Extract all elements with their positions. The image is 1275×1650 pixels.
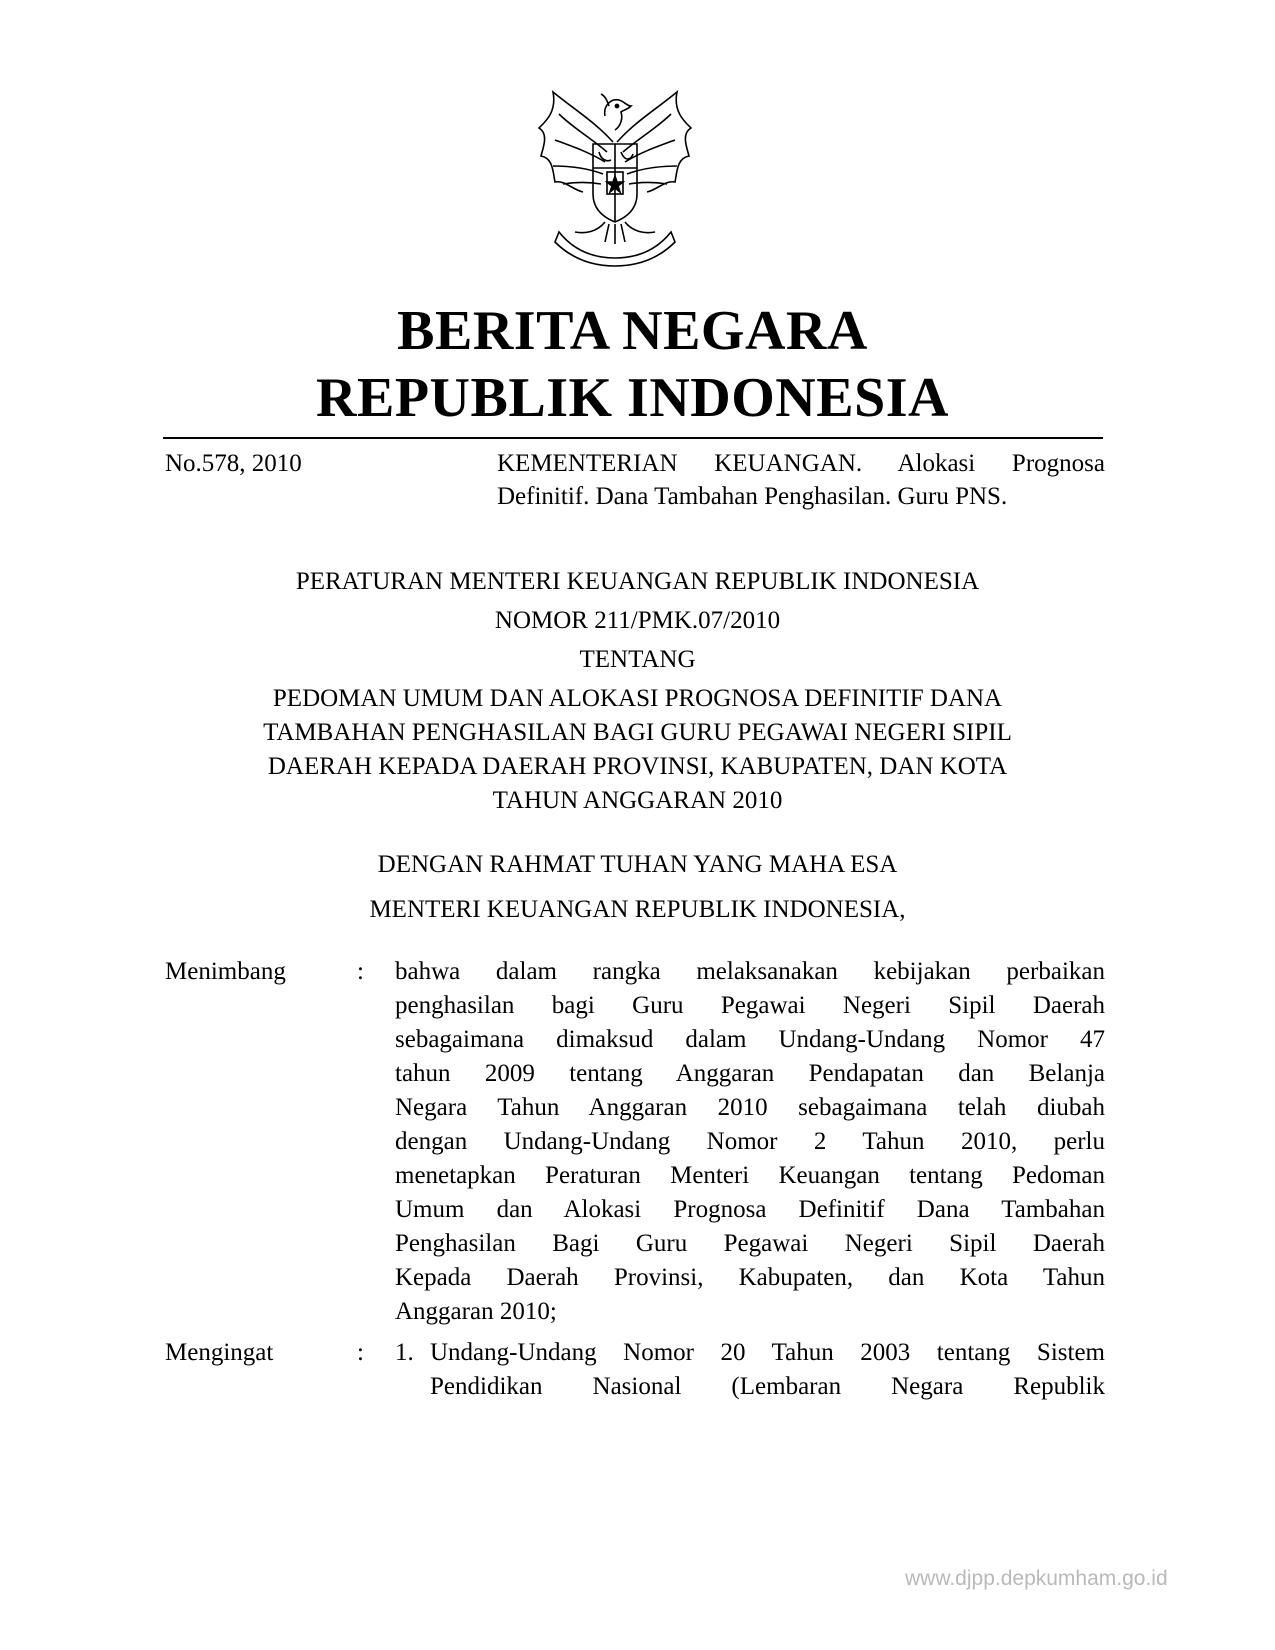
menimbang-text [395,955,1105,1329]
menimbang-line: Umum dan Alokasi Prognosa Definitif Dana Tambahan [395,1196,1105,1223]
regulation-subject-line: DAERAH KEPADA DAERAH PROVINSI, KABUPATEN, DAN KOTA [267,753,1008,780]
regulation-title: PERATURAN MENTERI KEUANGAN REPUBLIK INDONESIA [295,568,980,595]
garuda-pancasila-emblem-icon [535,82,695,272]
menimbang-line: dengan Undang-Undang Nomor 2 Tahun 2010, perlu [395,1128,1105,1155]
regulation-subject-line: TAMBAHAN PENGHASILAN BAGI GURU PEGAWAI NEGERI SIPIL [263,719,1012,746]
masthead-title-line1: BERITA NEGARA [397,300,868,362]
regulation-subject [160,682,1115,818]
menimbang-line: Penghasilan Bagi Guru Pegawai Negeri Sipil Daerah [395,1230,1105,1257]
watermark-url: www.djpp.depkumham.go.id [905,1567,1168,1590]
menimbang-line: bahwa dalam rangka melaksanakan kebijakan perbaikan [395,958,1105,985]
masthead-title-line2: REPUBLIK INDONESIA [316,367,949,429]
mengingat-item-text [430,1336,1105,1404]
preamble: DENGAN RAHMAT TUHAN YANG MAHA ESA [377,851,898,878]
regulation-number: NOMOR 211/PMK.07/2010 [494,607,781,634]
menimbang-line: menetapkan Peraturan Menteri Keuangan tentang Pedoman [395,1162,1105,1189]
menimbang-line: penghasilan bagi Guru Pegawai Negeri Sipil Daerah [395,992,1105,1019]
mengingat-item-number: 1. [395,1339,414,1366]
menimbang-line: Anggaran 2010; [395,1298,557,1325]
issue-summary: KEMENTERIAN KEUANGAN. Alokasi Prognosa Definitif. Dana Tambahan Penghasilan. Guru PNS. [497,450,1105,510]
menimbang-label: Menimbang [165,958,286,985]
menimbang-line: Negara Tahun Anggaran 2010 sebagaimana telah diubah [395,1094,1105,1121]
mengingat-colon: : [357,1339,364,1366]
menimbang-line: sebagaimana dimaksud dalam Undang-Undang Nomor 47 [395,1026,1105,1053]
regulation-tentang: TENTANG [579,646,696,673]
mengingat-line: Pendidikan Nasional (Lembaran Negara Republik [430,1373,1105,1400]
masthead-divider [163,437,1103,439]
issue-number: No.578, 2010 [165,450,302,477]
regulation-subject-line: PEDOMAN UMUM DAN ALOKASI PROGNOSA DEFINITIF DANA [272,685,1003,712]
authority: MENTERI KEUANGAN REPUBLIK INDONESIA, [369,896,906,923]
menimbang-line: Kepada Daerah Provinsi, Kabupaten, dan Kota Tahun [395,1264,1105,1291]
menimbang-line: tahun 2009 tentang Anggaran Pendapatan dan Belanja [395,1060,1105,1087]
menimbang-colon: : [357,958,364,985]
mengingat-label: Mengingat [165,1339,274,1366]
mengingat-line: Undang-Undang Nomor 20 Tahun 2003 tentang Sistem [430,1339,1105,1366]
regulation-subject-line: TAHUN ANGGARAN 2010 [492,787,783,814]
